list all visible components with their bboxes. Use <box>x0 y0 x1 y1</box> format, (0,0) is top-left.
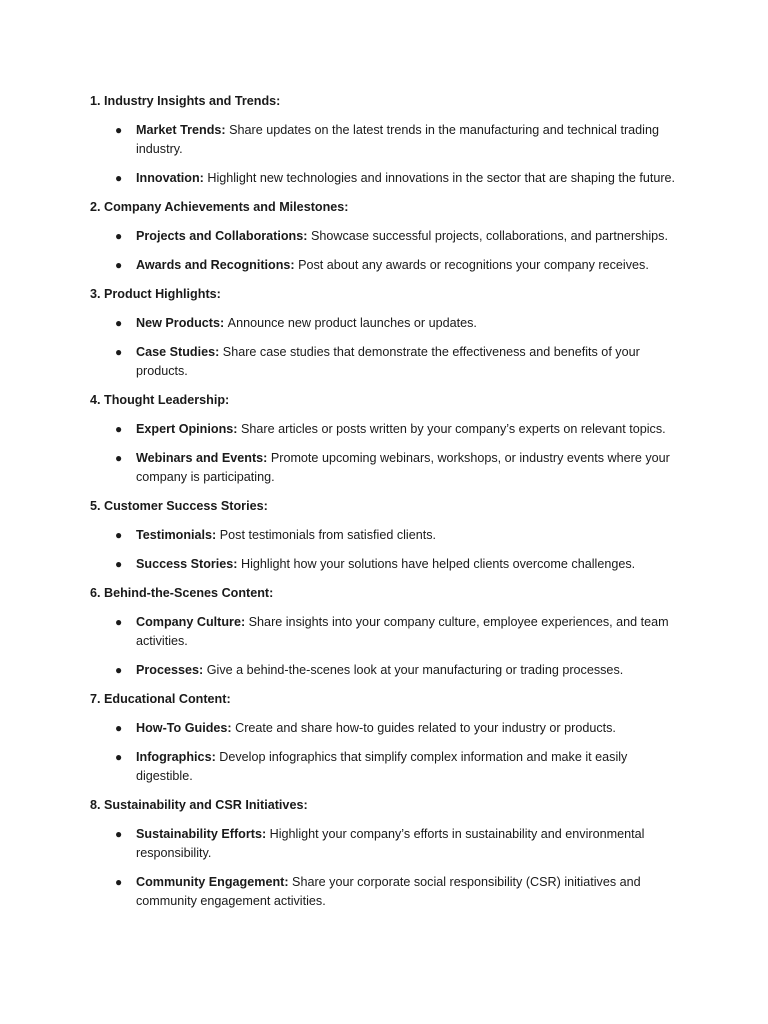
section-heading: 3. Product Highlights: <box>90 287 221 301</box>
bullet-icon: ● <box>115 229 123 243</box>
item-text: Announce new product launches or updates. <box>227 316 477 330</box>
bullet-list <box>90 314 680 381</box>
document-page <box>90 92 680 921</box>
section-product-highlights <box>90 285 680 381</box>
section-behind-the-scenes <box>90 584 680 680</box>
bullet-list <box>90 613 680 680</box>
bullet-list <box>90 526 680 574</box>
item-term: Sustainability Efforts: <box>136 827 270 841</box>
item-text: Showcase successful projects, collaborations, and partnerships. <box>310 229 668 243</box>
item-term: Webinars and Events: <box>136 451 271 465</box>
item-text: Share articles or posts written by your company’s experts on relevant topics. <box>240 422 666 436</box>
item-term: Community Engagement: <box>136 875 293 889</box>
bullet-list <box>90 227 680 275</box>
bullet-list <box>90 121 680 188</box>
list-item <box>90 613 680 651</box>
section-heading: 4. Thought Leadership: <box>90 393 230 407</box>
bullet-icon: ● <box>115 345 123 359</box>
bullet-icon: ● <box>115 528 123 542</box>
section-heading: 2. Company Achievements and Milestones: <box>90 200 349 214</box>
list-item <box>90 449 680 487</box>
item-text: Highlight your company’s efforts in sustainability and environmental responsibility. <box>136 827 645 860</box>
list-item <box>90 420 680 439</box>
item-text: Highlight new technologies and innovations in the sector that are shaping the future. <box>207 171 676 185</box>
item-term: Market Trends: <box>136 123 230 137</box>
item-term: Projects and Collaborations: <box>136 229 311 243</box>
section-sustainability-csr <box>90 796 680 911</box>
bullet-list <box>90 825 680 911</box>
bullet-icon: ● <box>115 557 123 571</box>
list-item <box>90 169 680 188</box>
list-item <box>90 314 680 333</box>
list-item <box>90 719 680 738</box>
section-heading: 6. Behind-the-Scenes Content: <box>90 586 274 600</box>
bullet-list <box>90 719 680 786</box>
item-term: Innovation: <box>136 171 208 185</box>
bullet-icon: ● <box>115 663 123 677</box>
section-educational-content <box>90 690 680 786</box>
bullet-icon: ● <box>115 451 123 465</box>
item-text: Highlight how your solutions have helped clients overcome challenges. <box>241 557 636 571</box>
bullet-icon: ● <box>115 171 123 185</box>
item-text: Share case studies that demonstrate the effectiveness and benefits of your products. <box>136 345 640 378</box>
section-industry-insights <box>90 92 680 188</box>
section-thought-leadership <box>90 391 680 487</box>
item-term: Expert Opinions: <box>136 422 241 436</box>
item-term: Case Studies: <box>136 345 223 359</box>
list-item <box>90 343 680 381</box>
item-text: Give a behind-the-scenes look at your manufacturing or trading processes. <box>206 663 624 677</box>
item-text: Promote upcoming webinars, workshops, or industry events where your company is participating. <box>136 451 670 484</box>
bullet-icon: ● <box>115 615 123 629</box>
item-text: Develop infographics that simplify complex information and make it easily digestible. <box>136 750 628 783</box>
bullet-icon: ● <box>115 875 123 889</box>
bullet-list <box>90 420 680 487</box>
section-heading: 5. Customer Success Stories: <box>90 499 268 513</box>
bullet-icon: ● <box>115 721 123 735</box>
item-text: Share insights into your company culture, employee experiences, and team activities. <box>136 615 669 648</box>
bullet-icon: ● <box>115 123 123 137</box>
list-item <box>90 748 680 786</box>
item-text: Share updates on the latest trends in the manufacturing and technical trading industry. <box>136 123 659 156</box>
item-term: Testimonials: <box>136 528 220 542</box>
list-item <box>90 526 680 545</box>
list-item <box>90 555 680 574</box>
list-item <box>90 873 680 911</box>
item-term: Company Culture: <box>136 615 249 629</box>
item-term: Infographics: <box>136 750 220 764</box>
item-text: Post testimonials from satisfied clients. <box>219 528 437 542</box>
section-company-achievements <box>90 198 680 275</box>
section-customer-success <box>90 497 680 574</box>
section-heading: 7. Educational Content: <box>90 692 231 706</box>
item-text: Post about any awards or recognitions your company receives. <box>298 258 649 272</box>
list-item <box>90 121 680 159</box>
item-text: Create and share how-to guides related to your industry or products. <box>235 721 616 735</box>
list-item <box>90 256 680 275</box>
item-term: How-To Guides: <box>136 721 236 735</box>
item-term: Processes: <box>136 663 207 677</box>
bullet-icon: ● <box>115 316 123 330</box>
section-heading: 8. Sustainability and CSR Initiatives: <box>90 798 308 812</box>
list-item <box>90 661 680 680</box>
item-term: Success Stories: <box>136 557 241 571</box>
list-item <box>90 825 680 863</box>
section-heading: 1. Industry Insights and Trends: <box>90 94 281 108</box>
bullet-icon: ● <box>115 422 123 436</box>
item-term: Awards and Recognitions: <box>136 258 299 272</box>
bullet-icon: ● <box>115 750 123 764</box>
bullet-icon: ● <box>115 827 123 841</box>
list-item <box>90 227 680 246</box>
bullet-icon: ● <box>115 258 123 272</box>
item-text: Share your corporate social responsibility (CSR) initiatives and community engagement activities. <box>136 875 641 908</box>
item-term: New Products: <box>136 316 228 330</box>
